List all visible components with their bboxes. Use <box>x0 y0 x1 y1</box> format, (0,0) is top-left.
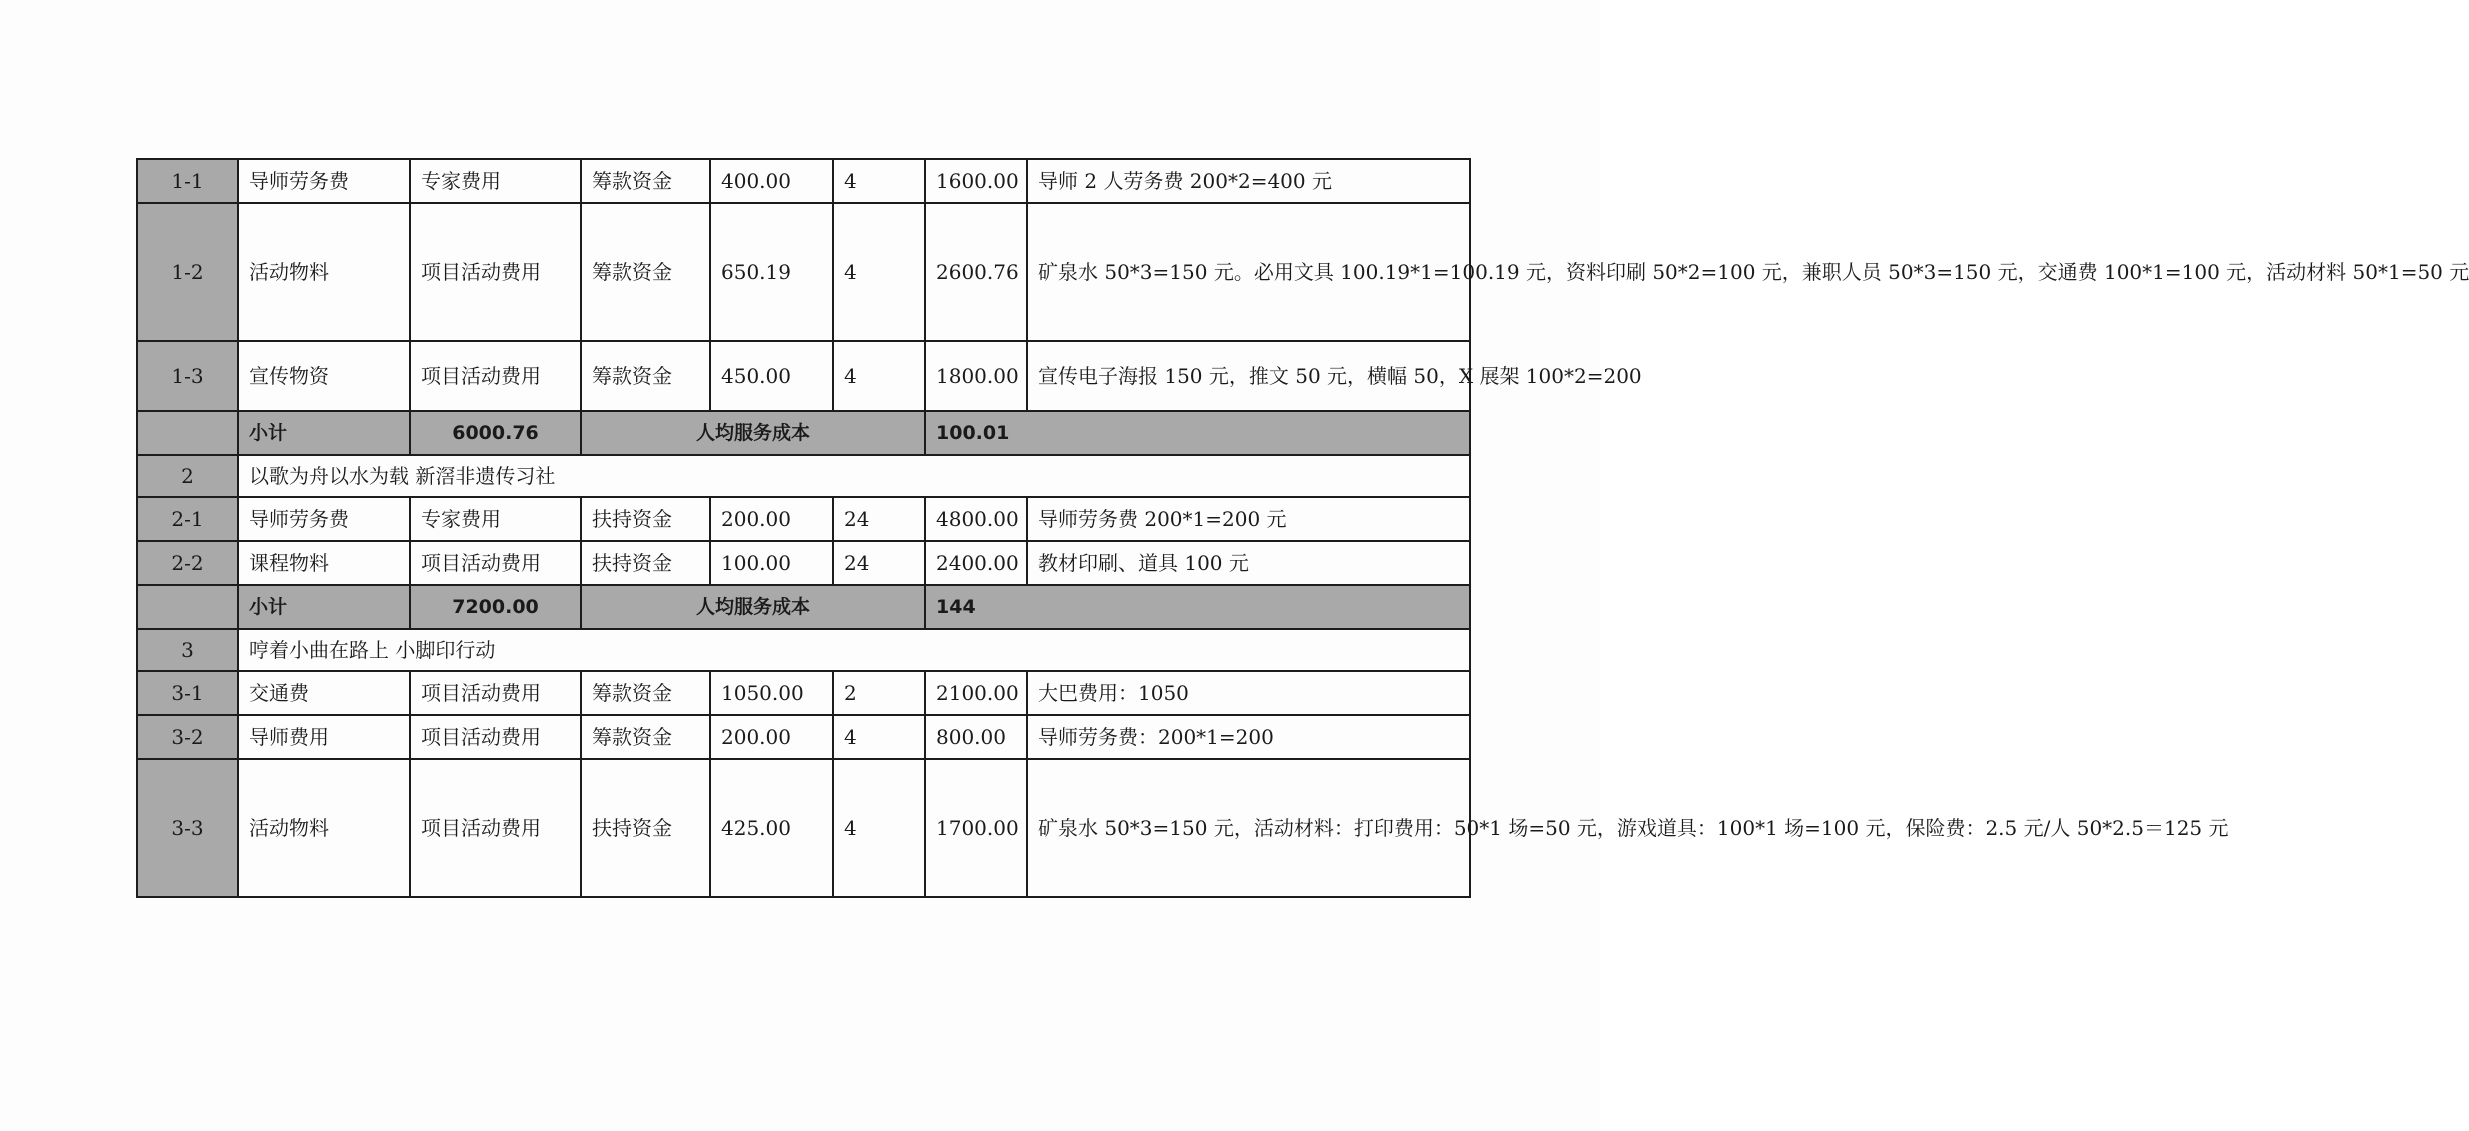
quantity: 24 <box>833 497 925 541</box>
item-category: 专家费用 <box>410 497 581 541</box>
unit-price: 400.00 <box>710 159 833 203</box>
table-row <box>137 497 1470 541</box>
quantity: 4 <box>833 159 925 203</box>
subtotal-blank <box>137 585 238 629</box>
item-name: 宣传物资 <box>238 341 410 411</box>
calculation-note: 矿泉水 50*3=150 元，活动材料：打印费用：50*1 场=50 元，游戏道具：100*1 场=100 元，保险费：2.5 元/人 50*2.5＝125 元 <box>1027 759 1470 897</box>
per-capita-label: 人均服务成本 <box>581 411 925 455</box>
fund-source: 扶持资金 <box>581 541 710 585</box>
unit-price: 100.00 <box>710 541 833 585</box>
fund-source: 筹款资金 <box>581 715 710 759</box>
fund-source: 扶持资金 <box>581 759 710 897</box>
quantity: 4 <box>833 715 925 759</box>
fund-source: 筹款资金 <box>581 203 710 341</box>
section-title: 哼着小曲在路上 小脚印行动 <box>238 629 1470 671</box>
calculation-note: 矿泉水 50*3=150 元。必用文具 100.19*1=100.19 元，资料印刷 50*2=100 元，兼职人员 50*3=150 元，交通费 100*1=100 元，活动材料 50*1=50 元 <box>1027 203 1470 341</box>
table-row <box>137 203 1470 341</box>
row-total: 1600.00 <box>925 159 1027 203</box>
row-total: 2100.00 <box>925 671 1027 715</box>
table-row <box>137 341 1470 411</box>
subtotal-label: 小计 <box>238 411 410 455</box>
table-row <box>137 759 1470 897</box>
table-row <box>137 159 1470 203</box>
section-header-row <box>137 629 1470 671</box>
item-name: 活动物料 <box>238 759 410 897</box>
table-row <box>137 671 1470 715</box>
item-category: 项目活动费用 <box>410 341 581 411</box>
table-row <box>137 541 1470 585</box>
item-name: 导师劳务费 <box>238 497 410 541</box>
row-index: 2-2 <box>137 541 238 585</box>
item-name: 活动物料 <box>238 203 410 341</box>
row-total: 2400.00 <box>925 541 1027 585</box>
row-index: 3-2 <box>137 715 238 759</box>
per-capita-label: 人均服务成本 <box>581 585 925 629</box>
item-name: 课程物料 <box>238 541 410 585</box>
item-category: 项目活动费用 <box>410 541 581 585</box>
row-index: 2-1 <box>137 497 238 541</box>
table-row <box>137 715 1470 759</box>
quantity: 24 <box>833 541 925 585</box>
row-total: 1800.00 <box>925 341 1027 411</box>
per-capita-value: 144 <box>925 585 1470 629</box>
item-name: 导师劳务费 <box>238 159 410 203</box>
calculation-note: 导师劳务费 200*1=200 元 <box>1027 497 1470 541</box>
row-index: 1-1 <box>137 159 238 203</box>
subtotal-row <box>137 411 1470 455</box>
row-index: 3-3 <box>137 759 238 897</box>
section-title: 以歌为舟以水为载 新滘非遗传习社 <box>238 455 1470 497</box>
subtotal-label: 小计 <box>238 585 410 629</box>
calculation-note: 宣传电子海报 150 元，推文 50 元，横幅 50，X 展架 100*2=200 <box>1027 341 1470 411</box>
quantity: 4 <box>833 759 925 897</box>
calculation-note: 导师劳务费：200*1=200 <box>1027 715 1470 759</box>
subtotal-amount: 7200.00 <box>410 585 581 629</box>
fund-source: 筹款资金 <box>581 159 710 203</box>
calculation-note: 教材印刷、道具 100 元 <box>1027 541 1470 585</box>
item-category: 专家费用 <box>410 159 581 203</box>
unit-price: 1050.00 <box>710 671 833 715</box>
item-category: 项目活动费用 <box>410 759 581 897</box>
row-total: 2600.76 <box>925 203 1027 341</box>
item-category: 项目活动费用 <box>410 203 581 341</box>
unit-price: 650.19 <box>710 203 833 341</box>
row-total: 800.00 <box>925 715 1027 759</box>
item-category: 项目活动费用 <box>410 671 581 715</box>
fund-source: 筹款资金 <box>581 341 710 411</box>
quantity: 4 <box>833 341 925 411</box>
row-index: 3-1 <box>137 671 238 715</box>
unit-price: 200.00 <box>710 497 833 541</box>
item-category: 项目活动费用 <box>410 715 581 759</box>
item-name: 交通费 <box>238 671 410 715</box>
item-name: 导师费用 <box>238 715 410 759</box>
row-total: 1700.00 <box>925 759 1027 897</box>
section-index: 2 <box>137 455 238 497</box>
calculation-note: 大巴费用：1050 <box>1027 671 1470 715</box>
calculation-note: 导师 2 人劳务费 200*2=400 元 <box>1027 159 1470 203</box>
budget-table <box>136 158 2469 898</box>
section-header-row <box>137 455 1470 497</box>
subtotal-blank <box>137 411 238 455</box>
row-index: 1-2 <box>137 203 238 341</box>
section-index: 3 <box>137 629 238 671</box>
subtotal-amount: 6000.76 <box>410 411 581 455</box>
per-capita-value: 100.01 <box>925 411 1470 455</box>
budget-table-body <box>137 159 2469 897</box>
quantity: 4 <box>833 203 925 341</box>
subtotal-row <box>137 585 1470 629</box>
row-index: 1-3 <box>137 341 238 411</box>
unit-price: 200.00 <box>710 715 833 759</box>
quantity: 2 <box>833 671 925 715</box>
unit-price: 450.00 <box>710 341 833 411</box>
fund-source: 筹款资金 <box>581 671 710 715</box>
row-total: 4800.00 <box>925 497 1027 541</box>
fund-source: 扶持资金 <box>581 497 710 541</box>
unit-price: 425.00 <box>710 759 833 897</box>
